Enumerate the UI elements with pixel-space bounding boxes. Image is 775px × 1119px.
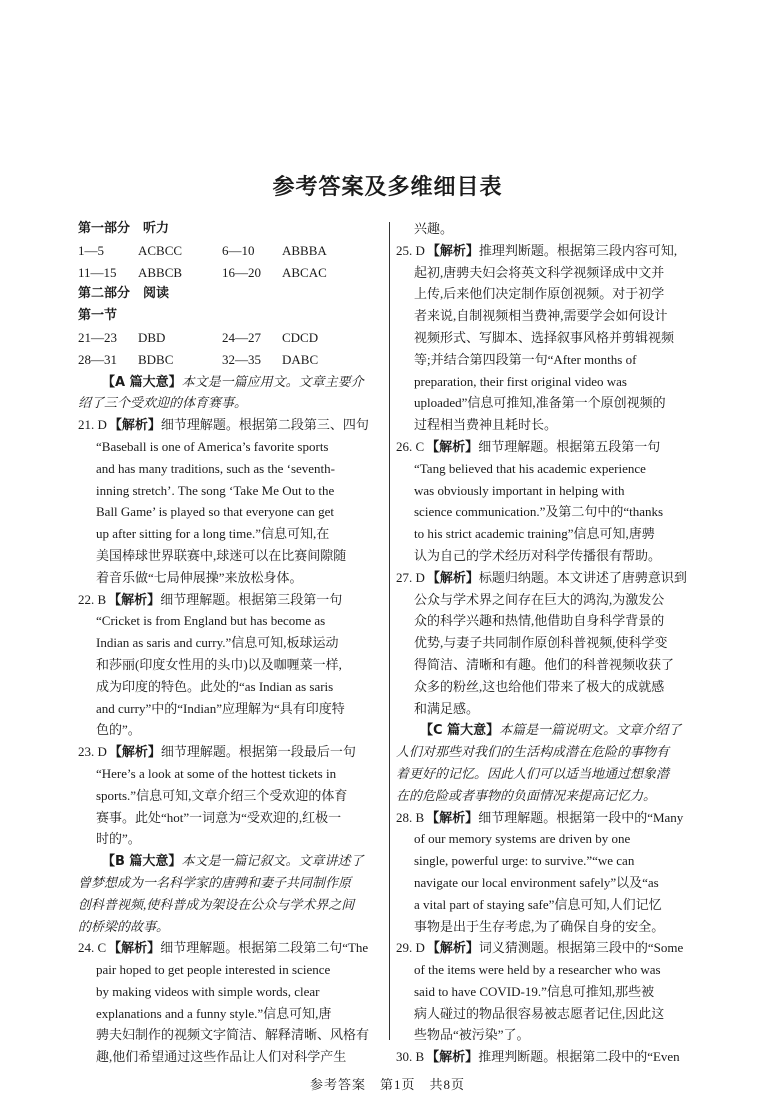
question-line [396, 807, 701, 829]
line-content: uploaded”信息可推知,准备第一个原创视频的 [414, 395, 666, 411]
line-content: “Cricket is from England but has become as [96, 613, 326, 629]
line-text [427, 240, 701, 262]
text-line [78, 763, 383, 785]
line-text [96, 610, 383, 632]
line-content: 推理判断题。根据第三段内容可知, [478, 242, 678, 258]
question-number: 28. B [396, 809, 425, 825]
line-content: 词义猜测题。根据第三段中的“Some [478, 940, 684, 956]
line-text [96, 1024, 383, 1046]
line-content: 成为印度的特色。此处的“as Indian as saris [96, 678, 334, 694]
line-content: 认为自己的学术经历对科学传播很有帮助。 [414, 547, 662, 563]
text-line [78, 719, 383, 741]
text-line [78, 436, 383, 458]
line-content: 众多的粉丝,这也给他们带来了极大的成就感 [414, 678, 665, 694]
text-line [396, 916, 701, 938]
line-content: 视频形式、写脚本、选择叙事风格并剪辑视频 [414, 329, 675, 345]
line-content: 者来说,自制视频相当费神,需要学会如何设计 [414, 308, 668, 324]
text-line [396, 1024, 701, 1046]
line-content: “Baseball is one of America’s favorite sports [96, 438, 329, 454]
section-tag: 【解析】 [426, 941, 479, 957]
text-line [78, 676, 383, 698]
line-content: and curry”中的“Indian”应理解为“具有印度特 [96, 700, 345, 716]
text-line [396, 349, 701, 371]
section-tag: 【解析】 [426, 439, 479, 455]
line-text [96, 676, 383, 698]
section-heading [78, 283, 383, 305]
question-line [78, 589, 383, 611]
text-line [396, 283, 701, 305]
line-content: 色的”。 [96, 722, 141, 738]
text-line [396, 828, 701, 850]
text-line [78, 480, 383, 502]
line-content: 些物品“被污染”了。 [414, 1027, 530, 1043]
line-text [96, 632, 383, 654]
line-text [78, 218, 383, 240]
section-heading [78, 305, 383, 327]
question-line [78, 741, 383, 763]
line-content: 过程相当费神且耗时长。 [414, 417, 558, 433]
summary-line [78, 894, 383, 916]
line-content: 和莎丽(印度女性用的头巾)以及咖喱菜一样, [96, 656, 342, 672]
line-text [414, 392, 701, 414]
question-number: 29. D [396, 940, 425, 956]
text-line [78, 1046, 383, 1068]
question-range: 32—35 [222, 351, 261, 367]
line-text [78, 872, 383, 894]
line-text [108, 589, 383, 611]
text-line [78, 981, 383, 1003]
line-content: explanations and a funny style.”信息可知,唐 [96, 1005, 332, 1021]
question-number: 27. D [396, 569, 425, 585]
line-content: 众的科学兴趣和热情,他借助自身科学背景的 [414, 613, 665, 629]
line-content: 趣,他们希望通过这些作品让人们对科学产生 [96, 1049, 347, 1065]
line-text [414, 545, 701, 567]
line-text [96, 807, 383, 829]
text-line [78, 567, 383, 589]
line-content: 上传,后来他们决定制作原创视频。对于初学 [414, 286, 665, 302]
line-text [414, 1003, 701, 1025]
question-range: 6—10 [222, 242, 255, 258]
summary-line [78, 872, 383, 894]
right-column [396, 218, 701, 1068]
line-text [78, 283, 383, 305]
line-text [414, 610, 701, 632]
question-line [78, 414, 383, 436]
line-text [109, 741, 383, 763]
line-text [96, 480, 383, 502]
line-text [78, 894, 383, 916]
summary-line [78, 850, 383, 872]
line-text [414, 501, 701, 523]
line-content: pair hoped to get people interested in science [96, 962, 331, 978]
answer-row [78, 349, 383, 371]
line-text [414, 632, 701, 654]
line-text [414, 349, 701, 371]
line-content: preparation, their first original video was [414, 373, 627, 389]
line-text [414, 218, 701, 240]
line-text [78, 850, 383, 872]
text-line [78, 1003, 383, 1025]
line-content: 人们对那些对我们的生活构成潜在危险的事物有 [396, 744, 670, 760]
answer-letters: CDCD [282, 329, 319, 345]
line-content: 事物是出于生存考虑,为了确保自身的安全。 [414, 918, 665, 934]
line-text [414, 698, 701, 720]
line-content: 推理判断题。根据第二段中的“Even [478, 1049, 680, 1065]
section-tag: 【B 篇大意】 [102, 854, 182, 870]
line-text [414, 283, 701, 305]
question-number: 30. B [396, 1049, 425, 1065]
text-line [396, 959, 701, 981]
line-text [414, 894, 701, 916]
line-text [414, 981, 701, 1003]
line-content: 赛事。此处“hot”一词意为“受欢迎的,红极一 [96, 809, 342, 825]
text-line [396, 850, 701, 872]
line-text [414, 480, 701, 502]
line-text [414, 262, 701, 284]
summary-line [396, 719, 701, 741]
section-tag: 【解析】 [426, 810, 479, 826]
line-text [414, 305, 701, 327]
page-footer: 参考答案 第1页 共8页 [309, 1077, 465, 1092]
answer-pairs [78, 240, 366, 262]
line-content: 细节理解题。根据第二段第三、四句 [160, 417, 369, 433]
text-line [396, 458, 701, 480]
text-line [78, 501, 383, 523]
line-content: 细节理解题。根据第一段中的“Many [478, 809, 684, 825]
line-content: of our memory systems are driven by one [414, 831, 631, 847]
line-content: 兴趣。 [414, 221, 454, 236]
line-text [414, 872, 701, 894]
answer-letters: DBD [138, 329, 166, 345]
section-tag: 【解析】 [108, 941, 161, 957]
line-content: 曾梦想成为一名科学家的唐骋和妻子共同制作原 [78, 874, 352, 890]
question-range: 28—31 [78, 351, 117, 367]
question-line [396, 240, 701, 262]
line-content: single, powerful urge: to survive.”“we can [414, 853, 635, 869]
line-content: 第一节 [78, 308, 118, 324]
line-text [414, 916, 701, 938]
line-text [396, 719, 701, 741]
text-line [78, 1024, 383, 1046]
text-line [78, 632, 383, 654]
line-content: 骋夫妇制作的视频文字简洁、解释清晰、风格有 [96, 1027, 370, 1043]
answer-letters: ABBBA [282, 242, 327, 258]
line-text [396, 785, 701, 807]
line-content: 在的危险或者事物的负面情况来提高记忆力。 [396, 787, 657, 803]
line-text [96, 698, 383, 720]
question-number: 25. D [396, 242, 425, 258]
text-line [396, 327, 701, 349]
question-range: 21—23 [78, 329, 117, 345]
summary-line [396, 763, 701, 785]
line-text [427, 567, 701, 589]
text-line [78, 828, 383, 850]
line-content: 本文是一篇记叙文。文章讲述了 [181, 853, 364, 869]
question-line [396, 436, 701, 458]
text-line [78, 610, 383, 632]
question-number: 26. C [396, 438, 425, 454]
line-content: 细节理解题。根据第一段最后一句 [160, 744, 356, 760]
summary-line [78, 392, 383, 414]
section-tag: 【C 篇大意】 [420, 723, 500, 739]
line-content: 细节理解题。根据第二段第二句“The [160, 940, 369, 956]
line-text [96, 785, 383, 807]
line-text [414, 654, 701, 676]
line-text [96, 1046, 383, 1068]
line-text [78, 916, 383, 938]
line-content: 绍了三个受欢迎的体育赛事。 [78, 395, 248, 411]
answer-letters: ABCAC [282, 264, 327, 280]
line-content: 等;并结合第四段第一句“After months of [414, 351, 637, 367]
line-content: to his strict academic training”信息可知,唐骋 [414, 526, 655, 542]
line-content: “Tang believed that his academic experience [414, 460, 646, 476]
answer-pairs [78, 262, 366, 284]
text-line [396, 1003, 701, 1025]
line-content: and has many traditions, such as the ‘seventh- [96, 460, 335, 476]
line-text [96, 654, 383, 676]
line-content: up after sitting for a long time.”信息可知,在 [96, 526, 330, 542]
line-text [96, 458, 383, 480]
line-text [396, 763, 701, 785]
line-text [414, 327, 701, 349]
section-tag: 【A 篇大意】 [102, 374, 182, 390]
text-line [78, 807, 383, 829]
text-line [396, 872, 701, 894]
line-text [426, 1046, 701, 1068]
line-text [96, 719, 383, 741]
answer-letters: ACBCC [138, 242, 183, 258]
question-line [396, 567, 701, 589]
text-line [78, 545, 383, 567]
line-text [426, 807, 701, 829]
line-content: 着音乐做“七局伸展操”来放松身体。 [96, 569, 303, 585]
line-content: 时的”。 [96, 831, 141, 847]
text-line [396, 414, 701, 436]
line-content: 得简洁、清晰和有趣。他们的科普视频收获了 [414, 656, 675, 672]
line-content: 本篇是一篇说明文。文章介绍了 [499, 722, 682, 738]
line-content: science communication.”及第二句中的“thanks [414, 504, 664, 520]
line-text [96, 567, 383, 589]
line-content: by making videos with simple words, clear [96, 983, 320, 999]
left-column [78, 218, 383, 1068]
answer-row [78, 327, 383, 349]
answer-pairs [78, 327, 366, 349]
text-line [78, 654, 383, 676]
line-content: Ball Game’ is played so that everyone can get [96, 504, 335, 520]
line-text [96, 1003, 383, 1025]
column-divider [389, 222, 390, 1040]
text-line [396, 654, 701, 676]
line-text [96, 959, 383, 981]
text-line [396, 545, 701, 567]
line-text [427, 937, 701, 959]
line-text [396, 741, 701, 763]
line-text [414, 676, 701, 698]
section-tag: 【解析】 [426, 570, 479, 586]
line-content: 细节理解题。根据第五段第一句 [478, 438, 661, 454]
question-number: 21. D [78, 417, 107, 433]
line-content: 起初,唐骋夫妇会将英文科学视频译成中文并 [414, 264, 665, 280]
answer-row [78, 240, 383, 262]
answer-pairs [78, 349, 366, 371]
line-text [414, 850, 701, 872]
line-content: 细节理解题。根据第三段第一句 [160, 591, 343, 607]
line-content: navigate our local environment safely”以及“as [414, 874, 659, 890]
line-text [96, 545, 383, 567]
section-tag: 【解析】 [426, 1050, 479, 1066]
line-content: a vital part of staying safe”信息可知,人们记忆 [414, 896, 662, 912]
line-text [109, 414, 383, 436]
section-tag: 【解析】 [108, 592, 161, 608]
line-text [78, 305, 383, 327]
line-content: was obviously important in helping with [414, 482, 625, 498]
line-text [78, 392, 383, 414]
line-text [108, 937, 383, 959]
line-content: 着更好的记忆。因此人们可以适当地通过想象潜 [396, 765, 670, 781]
line-content: said to have COVID-19.”信息可推知,那些被 [414, 983, 655, 999]
text-line [396, 392, 701, 414]
line-content: 第二部分 阅读 [78, 286, 170, 302]
text-line [396, 305, 701, 327]
summary-line [78, 916, 383, 938]
line-text [414, 589, 701, 611]
text-line [396, 698, 701, 720]
line-content: 标题归纳题。本文讲述了唐骋意识到 [478, 569, 687, 585]
text-line [396, 523, 701, 545]
text-line [78, 959, 383, 981]
line-content: 和满足感。 [414, 700, 480, 716]
line-text [96, 501, 383, 523]
question-range: 1—5 [78, 242, 104, 258]
line-content: sports.”信息可知,文章介绍三个受欢迎的体育 [96, 787, 348, 803]
line-text [96, 981, 383, 1003]
text-line [396, 589, 701, 611]
text-line [396, 501, 701, 523]
line-content: inning stretch’. The song ‘Take Me Out to the [96, 482, 335, 498]
line-text [414, 828, 701, 850]
text-line [396, 894, 701, 916]
text-line [78, 458, 383, 480]
text-line [396, 262, 701, 284]
section-heading [78, 218, 383, 240]
line-text [96, 436, 383, 458]
question-number: 24. C [78, 940, 107, 956]
line-text [96, 763, 383, 785]
line-content: “Here’s a look at some of the hottest tickets in [96, 765, 337, 781]
text-line [396, 480, 701, 502]
line-text [414, 371, 701, 393]
line-content: 优势,与妻子共同制作原创科普视频,使科学变 [414, 635, 668, 651]
line-content: 的桥梁的故事。 [78, 918, 170, 934]
question-line [396, 1046, 701, 1068]
line-content: 本文是一篇应用文。文章主要介 [181, 373, 364, 389]
summary-line [78, 371, 383, 393]
line-text [96, 523, 383, 545]
line-content: Indian as saris and curry.”信息可知,板球运动 [96, 635, 339, 651]
text-line [396, 610, 701, 632]
question-range: 24—27 [222, 329, 261, 345]
text-line [396, 981, 701, 1003]
text-line [396, 632, 701, 654]
line-text [414, 523, 701, 545]
answer-letters: DABC [282, 351, 319, 367]
text-line [396, 371, 701, 393]
text-line [78, 523, 383, 545]
line-text [414, 959, 701, 981]
line-text [414, 414, 701, 436]
question-number: 23. D [78, 744, 107, 760]
question-line [78, 937, 383, 959]
section-tag: 【解析】 [426, 243, 479, 259]
line-content: 美国棒球世界联赛中,球迷可以在比赛间隙随 [96, 547, 347, 563]
line-text [78, 371, 383, 393]
question-number: 22. B [78, 591, 107, 607]
line-content: 公众与学术界之间存在巨大的鸿沟,为激发公 [414, 591, 665, 607]
question-range: 11—15 [78, 264, 117, 280]
line-text [96, 828, 383, 850]
section-tag: 【解析】 [108, 418, 161, 434]
summary-line [396, 785, 701, 807]
text-line [396, 218, 701, 240]
text-line [396, 676, 701, 698]
question-line [396, 937, 701, 959]
answer-letters: BDBC [138, 351, 174, 367]
text-line [78, 785, 383, 807]
answer-row [78, 262, 383, 284]
page-title: 参考答案及多维细目表 [272, 175, 503, 200]
line-text [426, 436, 701, 458]
answer-letters: ABBCB [138, 264, 183, 280]
line-content: 创科普视频,使科普成为架设在公众与学术界之间 [78, 896, 355, 912]
line-text [414, 458, 701, 480]
line-content: 病人碰过的物品很容易被志愿者记住,因此这 [414, 1005, 665, 1021]
section-tag: 【解析】 [108, 745, 161, 761]
line-content: of the items were held by a researcher who was [414, 962, 661, 978]
text-line [78, 698, 383, 720]
question-range: 16—20 [222, 264, 261, 280]
summary-line [396, 741, 701, 763]
line-text [414, 1024, 701, 1046]
line-content: 第一部分 听力 [78, 221, 170, 236]
